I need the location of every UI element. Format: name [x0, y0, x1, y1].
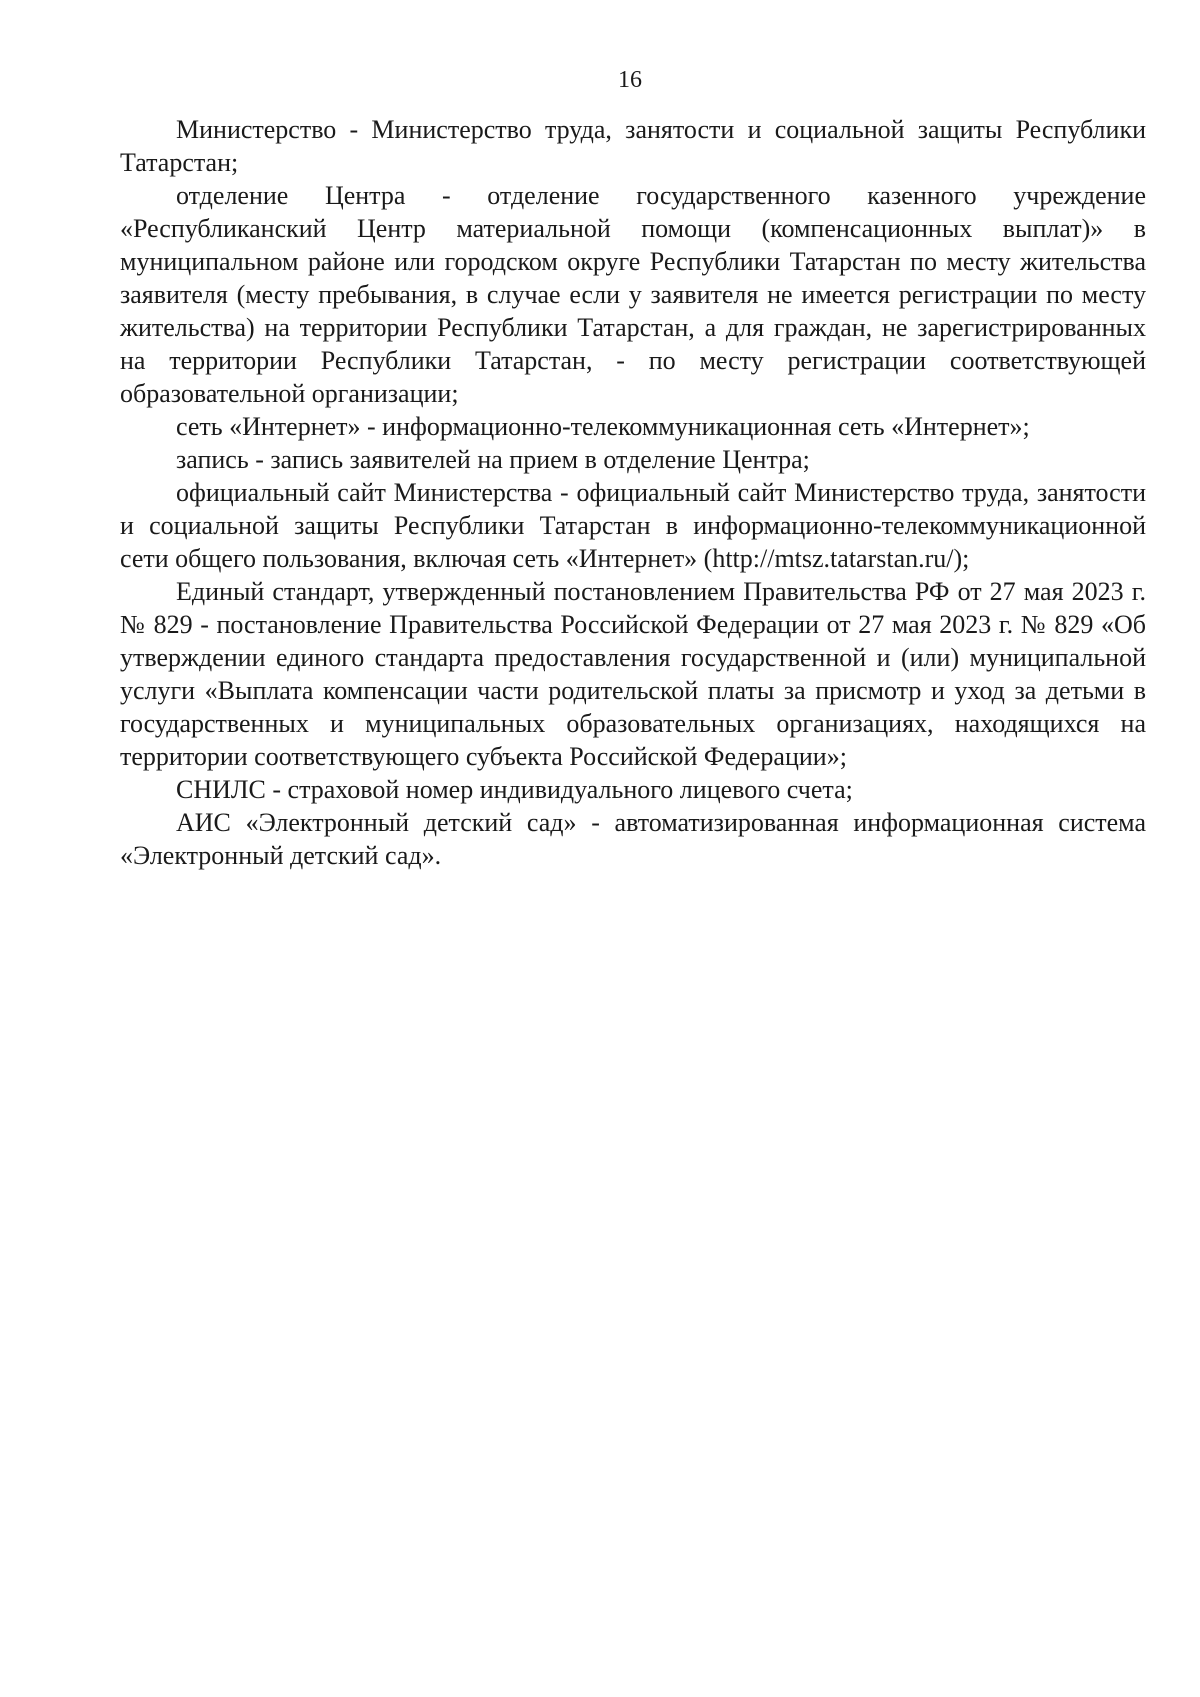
definition-paragraph: запись - запись заявителей на прием в отделение Центра; — [176, 445, 810, 474]
page-number: 16 — [618, 67, 642, 93]
document-body — [120, 113, 1146, 872]
definition-paragraph: СНИЛС - страховой номер индивидуального лицевого счета; — [176, 775, 853, 804]
definition-paragraph: отделение Центра - отделение государственного казенного учреждение «Республиканский Центр материальной помощи (компенсационных выплат)» в муниципальном районе или городском округе Республики Татарстан по месту жительства заявителя (месту пребывания, в случае если у заявителя не имеется регистрации по месту жительства) на территории Республики Татарстан, а для граждан, не зарегистрированных на территории Республики Татарстан, - по месту регистрации соответствующей образовательной организации; — [120, 181, 1146, 408]
definition-paragraph: Министерство - Министерство труда, занятости и социальной защиты Республики Татарстан; — [120, 115, 1146, 177]
definition-paragraph: АИС «Электронный детский сад» - автоматизированная информационная система «Электронный детский сад». — [120, 808, 1146, 870]
definition-paragraph: сеть «Интернет» - информационно-телекоммуникационная сеть «Интернет»; — [176, 412, 1030, 441]
definition-paragraph: Единый стандарт, утвержденный постановлением Правительства РФ от 27 мая 2023 г. № 829 - постановление Правительства Российской Федерации от 27 мая 2023 г. № 829 «Об утверждении единого стандарта предоставления государственной и (или) муниципальной услуги «Выплата компенсации части родительской платы за присмотр и уход за детьми в государственных и муниципальных образовательных организациях, находящихся на территории соответствующего субъекта Российской Федерации»; — [120, 577, 1146, 771]
definition-paragraph: официальный сайт Министерства - официальный сайт Министерство труда, занятости и социальной защиты Республики Татарстан в информационно-телекоммуникационной сети общего пользования, включая сеть «Интернет» (http://mtsz.tatarstan.ru/); — [120, 478, 1146, 573]
